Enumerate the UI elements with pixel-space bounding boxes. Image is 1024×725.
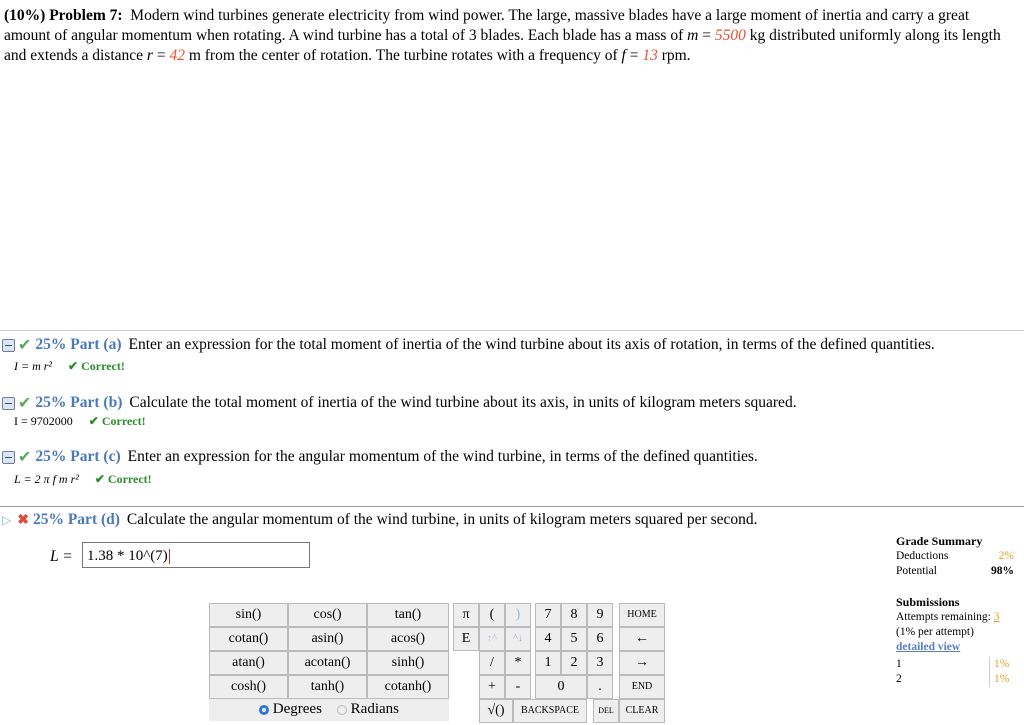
given-f: 13 (642, 47, 658, 64)
answer-label: L = (50, 548, 73, 565)
part-b-text: Calculate the total moment of inertia of the wind turbine about its axis, in units of kilogram meters squared. (129, 394, 797, 411)
plus-button[interactable]: + (479, 675, 505, 699)
digit-9-button[interactable]: 9 (587, 603, 613, 627)
incorrect-icon: ✖ (17, 512, 29, 528)
eq-3: = (625, 47, 643, 64)
part-c-title: 25% Part (c) (35, 448, 121, 465)
left-arrow-button[interactable]: ← (619, 627, 665, 651)
attempts-remaining: Attempts remaining: 3 (896, 611, 1000, 623)
submission-row: 1 1% (896, 657, 1014, 672)
part-a-text: Enter an expression for the total moment of inertia of the wind turbine about its axis of rotation, in terms of the defined quantities. (128, 336, 935, 353)
tanh-button[interactable]: tanh() (288, 675, 367, 699)
part-d-title: 25% Part (d) (32, 511, 120, 528)
potential-value: 98% (991, 565, 1014, 577)
part-b-answer (14, 414, 146, 429)
decimal-button[interactable]: . (587, 675, 613, 699)
var-r: r (146, 47, 153, 64)
digit-3-button[interactable]: 3 (587, 651, 613, 675)
deductions-label: Deductions (896, 550, 949, 562)
submission-row: 2 1% (896, 672, 1014, 687)
submissions-title: Submissions (896, 595, 960, 609)
var-f: f (621, 47, 626, 64)
potential-label: Potential (896, 565, 937, 577)
divider (0, 330, 1024, 331)
minus-button[interactable]: - (505, 675, 531, 699)
problem-statement (4, 6, 1016, 66)
right-paren-button[interactable]: ) (505, 603, 531, 627)
angle-mode (209, 699, 449, 721)
part-a-title: 25% Part (a) (35, 336, 122, 353)
tan-button[interactable]: tan() (367, 603, 449, 627)
atan-button[interactable]: atan() (209, 651, 288, 675)
deductions-row (896, 549, 1014, 564)
digit-4-button[interactable]: 4 (535, 627, 561, 651)
collapse-icon[interactable] (2, 339, 15, 352)
radians-label: Radians (350, 701, 399, 717)
given-r: 42 (169, 47, 185, 64)
problem-text-4: rpm. (657, 47, 691, 64)
e-button[interactable]: E (453, 627, 479, 651)
problem-label: Problem 7: (49, 7, 123, 24)
sinh-button[interactable]: sinh() (367, 651, 449, 675)
cosh-button[interactable]: cosh() (209, 675, 288, 699)
digit-1-button[interactable]: 1 (535, 651, 561, 675)
check-icon: ✔ (18, 395, 32, 412)
sin-button[interactable]: sin() (209, 603, 288, 627)
grade-summary-title: Grade Summary (896, 534, 983, 548)
collapse-icon[interactable] (2, 397, 15, 410)
radians-radio[interactable] (337, 705, 347, 715)
pi-button[interactable]: π (453, 603, 479, 627)
cotanh-button[interactable]: cotanh() (367, 675, 449, 699)
digit-2-button[interactable]: 2 (561, 651, 587, 675)
delete-button[interactable]: DEL (593, 699, 619, 723)
part-d-header (2, 511, 758, 529)
part-a-status: ✔ Correct! (68, 359, 125, 373)
part-a-header (2, 335, 935, 355)
asin-button[interactable]: asin() (288, 627, 367, 651)
right-arrow-button[interactable]: → (619, 651, 665, 675)
digit-7-button[interactable]: 7 (535, 603, 561, 627)
digit-8-button[interactable]: 8 (561, 603, 587, 627)
divider (0, 506, 1024, 507)
cos-button[interactable]: cos() (288, 603, 367, 627)
check-icon: ✔ (18, 337, 32, 354)
problem-text-1: Modern wind turbines generate electricity from wind power. The large, massive blades have a large moment of inertia and carry a great amount of angular momentum when rotating. A wind turbine has a total of 3 blades. Each blade has a mass of (4, 7, 970, 44)
part-c-answer-value: L = 2 π f m r² (14, 472, 79, 486)
part-c-header (2, 447, 758, 467)
digit-5-button[interactable]: 5 (561, 627, 587, 651)
backspace-button[interactable]: BACKSPACE (513, 699, 587, 723)
problem-weight: (10%) (4, 7, 46, 24)
part-c-text: Enter an expression for the angular momentum of the wind turbine, in terms of the defined quantities. (127, 448, 758, 465)
left-paren-button[interactable]: ( (479, 603, 505, 627)
divide-button[interactable]: / (479, 651, 505, 675)
part-c-status: ✔ Correct! (94, 472, 152, 486)
given-m: 5500 (714, 27, 746, 44)
eq-2: = (152, 47, 170, 64)
degrees-label: Degrees (272, 701, 322, 717)
per-attempt: (1% per attempt) (896, 626, 974, 638)
multiply-button[interactable]: * (505, 651, 531, 675)
var-m: m (687, 27, 699, 44)
clear-button[interactable]: CLEAR (619, 699, 665, 723)
potential-row (896, 564, 1014, 579)
problem-text-2: kg distributed uniformly along its length and extends a distance (4, 27, 1001, 64)
superscript-up-button[interactable]: ↑^ (479, 627, 505, 651)
deductions-value: 2% (998, 550, 1014, 562)
collapse-icon[interactable] (2, 451, 15, 464)
digit-0-button[interactable]: 0 (535, 675, 587, 699)
part-d-text: Calculate the angular momentum of the wind turbine, in units of kilogram meters squared per second. (126, 511, 758, 528)
answer-input[interactable] (82, 542, 310, 568)
part-b-status: ✔ Correct! (88, 414, 146, 428)
degrees-radio[interactable] (259, 705, 269, 715)
problem-text-3: m from the center of rotation. The turbine rotates with a frequency of (184, 47, 622, 64)
part-a-answer (14, 359, 125, 374)
attempts-count: 3 (993, 611, 1000, 623)
expand-arrow-icon[interactable]: ▷ (2, 512, 12, 527)
part-b-answer-value: I = 9702000 (14, 414, 73, 428)
end-button[interactable]: END (619, 675, 665, 699)
superscript-down-button[interactable]: ^↓ (505, 627, 531, 651)
sqrt-button[interactable]: √() (479, 699, 513, 723)
cotan-button[interactable]: cotan() (209, 627, 288, 651)
digit-6-button[interactable]: 6 (587, 627, 613, 651)
answer-input-value: 1.38 * 10^(7) (87, 548, 168, 564)
acos-button[interactable]: acos() (367, 627, 449, 651)
check-icon: ✔ (18, 449, 32, 466)
eq-1: = (698, 27, 715, 44)
text-cursor (169, 549, 170, 564)
part-b-title: 25% Part (b) (35, 394, 123, 411)
grade-summary (896, 534, 1014, 687)
acotan-button[interactable]: acotan() (288, 651, 367, 675)
part-a-answer-value: I = m r² (14, 359, 53, 373)
home-button[interactable]: HOME (619, 603, 665, 627)
part-b-header (2, 393, 797, 413)
detailed-view-link[interactable]: detailed view (896, 641, 961, 653)
part-c-answer (14, 472, 152, 487)
